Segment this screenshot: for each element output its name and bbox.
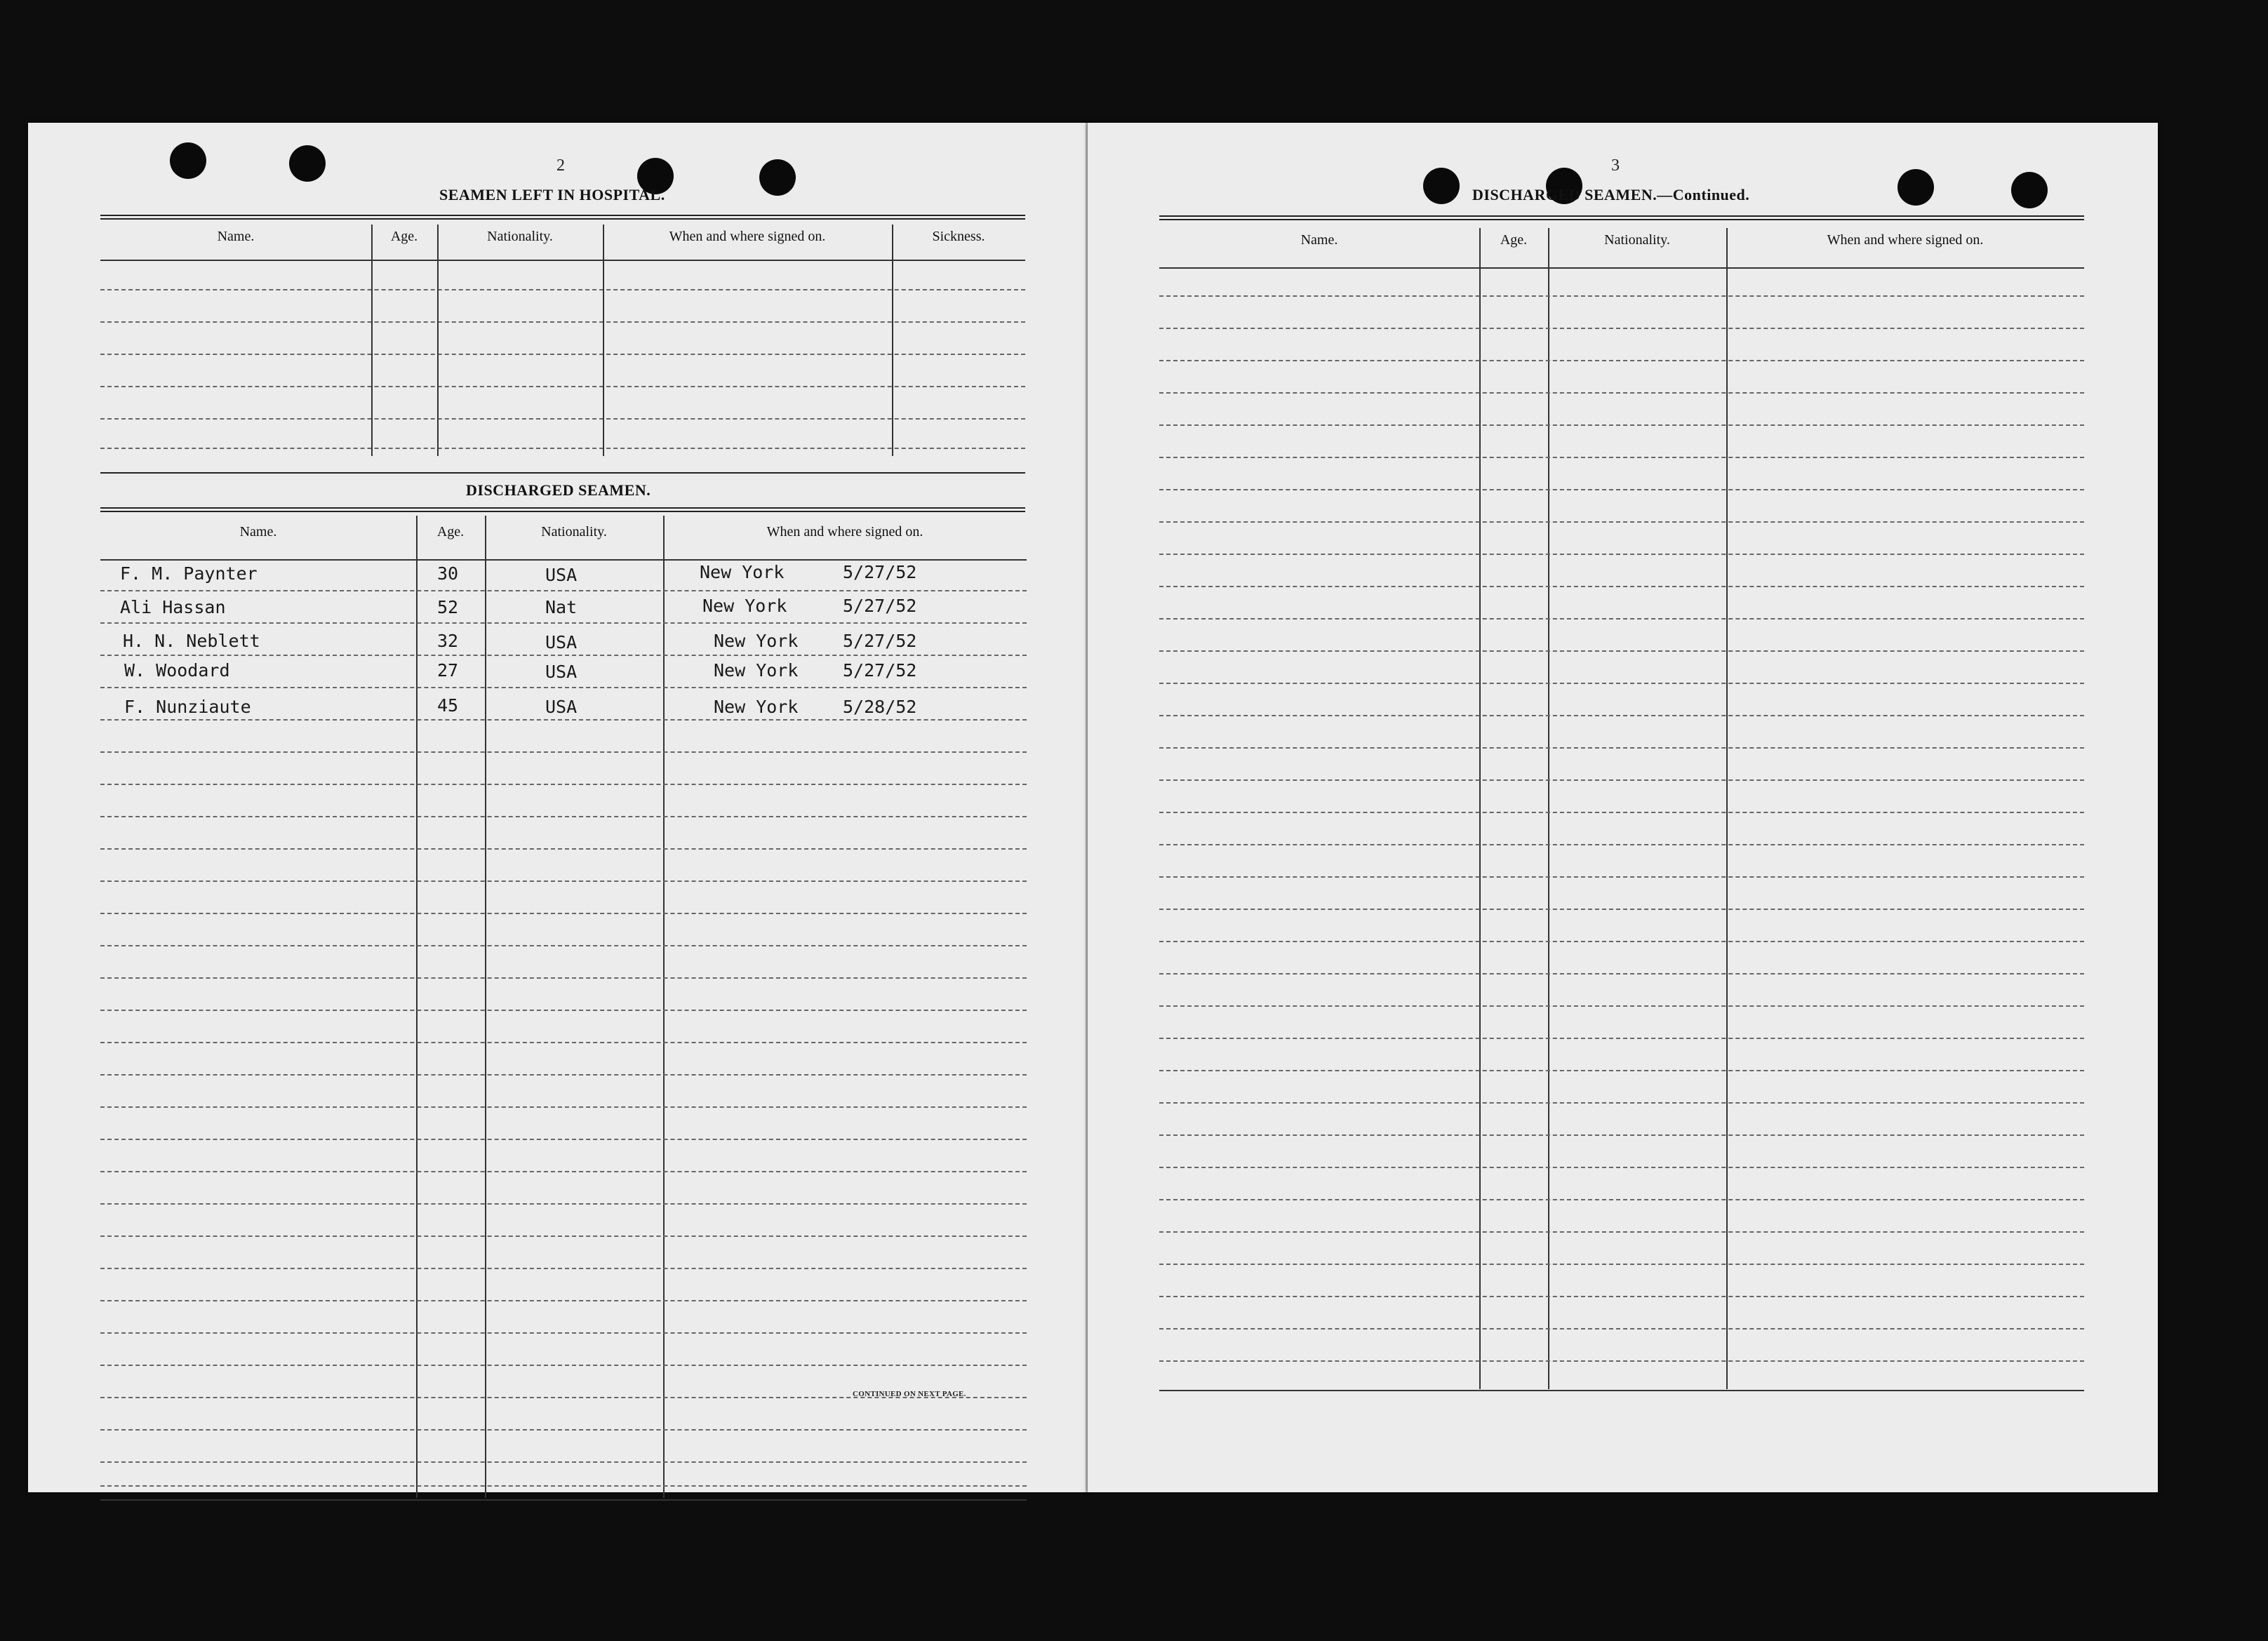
- column-divider: [1548, 228, 1549, 1389]
- row-line: [100, 1171, 1027, 1172]
- column-divider: [1479, 228, 1481, 1389]
- row-line: [1159, 844, 2084, 845]
- row-line: [100, 622, 1027, 624]
- col-header-nationality: Nationality.: [541, 524, 607, 540]
- punch-hole: [2011, 172, 2048, 208]
- row-line: [1159, 457, 2084, 458]
- row-line: [1159, 1102, 2084, 1104]
- signed-on-date: 5/27/52: [843, 596, 917, 616]
- signed-on-place: New York: [702, 596, 787, 616]
- seaman-name: H. N. Neblett: [123, 631, 260, 651]
- header-rule: [100, 260, 1025, 261]
- row-line: [1159, 1296, 2084, 1297]
- seaman-nationality: USA: [545, 565, 578, 585]
- seaman-age: 30: [437, 563, 459, 584]
- col-header-sickness: Sickness.: [932, 229, 985, 244]
- row-line: [1159, 779, 2084, 781]
- row-line: [100, 816, 1027, 817]
- row-line: [1159, 909, 2084, 910]
- row-line: [100, 977, 1027, 979]
- continued-note: CONTINUED ON NEXT PAGE.: [853, 1390, 966, 1398]
- row-line: [100, 655, 1027, 656]
- row-line: [100, 354, 1025, 355]
- column-divider: [892, 225, 893, 456]
- row-line: [100, 848, 1027, 850]
- signed-on-place: New York: [714, 631, 799, 651]
- right-page: [1088, 123, 2158, 1492]
- table-bottom-rule: [1159, 1390, 2084, 1391]
- row-line: [1159, 812, 2084, 813]
- row-line: [1159, 489, 2084, 490]
- section-title-discharged: DISCHARGED SEAMEN.: [466, 481, 651, 499]
- row-line: [1159, 554, 2084, 555]
- row-line: [100, 590, 1027, 591]
- signed-on-date: 5/27/52: [843, 660, 917, 681]
- row-line: [100, 1139, 1027, 1140]
- signed-on-date: 5/28/52: [843, 697, 917, 717]
- row-line: [100, 1300, 1027, 1301]
- row-line: [100, 321, 1025, 323]
- punch-hole: [1423, 168, 1460, 204]
- seaman-age: 27: [437, 660, 459, 681]
- discharged-continued-table: [1159, 228, 2084, 1393]
- discharged-table: [100, 516, 1027, 1505]
- row-line: [1159, 1038, 2084, 1039]
- row-line: [100, 1332, 1027, 1334]
- row-line: [100, 913, 1027, 914]
- row-line: [100, 784, 1027, 785]
- row-line: [100, 1461, 1027, 1463]
- signed-on-date: 5/27/52: [843, 562, 917, 582]
- row-line: [1159, 1328, 2084, 1329]
- seaman-name: F. M. Paynter: [120, 563, 258, 584]
- signed-on-place: New York: [700, 562, 785, 582]
- col-header-name: Name.: [217, 229, 255, 244]
- row-line: [1159, 1360, 2084, 1362]
- row-line: [1159, 1264, 2084, 1265]
- row-line: [100, 1268, 1027, 1269]
- row-line: [1159, 715, 2084, 716]
- section-rule: [100, 215, 1025, 220]
- col-header-signed-on: When and where signed on.: [1827, 232, 1984, 248]
- row-line: [1159, 683, 2084, 684]
- row-line: [100, 1365, 1027, 1366]
- punch-hole: [170, 142, 206, 179]
- col-header-nationality: Nationality.: [487, 229, 553, 244]
- row-line: [1159, 1231, 2084, 1233]
- col-header-nationality: Nationality.: [1604, 232, 1670, 248]
- row-line: [1159, 328, 2084, 329]
- row-line: [100, 719, 1027, 721]
- seaman-nationality: Nat: [545, 597, 578, 617]
- row-line: [100, 1042, 1027, 1043]
- column-divider: [416, 516, 418, 1498]
- punch-hole: [1897, 169, 1934, 206]
- column-divider: [437, 225, 439, 456]
- row-line: [100, 1203, 1027, 1205]
- row-line: [1159, 1199, 2084, 1200]
- row-line: [100, 289, 1025, 290]
- row-line: [1159, 650, 2084, 652]
- seaman-nationality: USA: [545, 662, 578, 682]
- row-line: [1159, 295, 2084, 297]
- signed-on-date: 5/27/52: [843, 631, 917, 651]
- row-line: [100, 386, 1025, 387]
- seaman-nationality: USA: [545, 697, 578, 717]
- header-rule: [1159, 267, 2084, 269]
- page-number: 2: [556, 156, 565, 175]
- header-rule: [100, 559, 1027, 561]
- row-line: [1159, 973, 2084, 974]
- column-divider: [603, 225, 604, 456]
- row-line: [1159, 360, 2084, 361]
- col-header-signed-on: When and where signed on.: [766, 524, 923, 540]
- row-line: [100, 687, 1027, 688]
- row-line: [100, 1235, 1027, 1237]
- section-title-discharged-continued: DISCHARGED SEAMEN.—Continued.: [1472, 186, 1750, 203]
- row-line: [1159, 1005, 2084, 1007]
- seaman-age: 45: [437, 695, 459, 716]
- row-line: [100, 945, 1027, 946]
- row-line: [100, 448, 1025, 449]
- signed-on-place: New York: [714, 660, 799, 681]
- column-divider: [371, 225, 373, 456]
- row-line: [1159, 424, 2084, 426]
- row-line: [1159, 941, 2084, 942]
- section-rule: [100, 507, 1025, 512]
- seaman-age: 52: [437, 597, 459, 617]
- page-number: 3: [1611, 156, 1620, 175]
- row-line: [1159, 392, 2084, 394]
- signed-on-place: New York: [714, 697, 799, 717]
- row-line: [1159, 1070, 2084, 1071]
- column-divider: [1726, 228, 1728, 1389]
- seaman-name: F. Nunziaute: [124, 697, 251, 717]
- col-header-signed-on: When and where signed on.: [669, 229, 826, 244]
- seaman-name: W. Woodard: [124, 660, 230, 681]
- hospital-table: [100, 225, 1025, 470]
- row-line: [100, 751, 1027, 753]
- col-header-name: Name.: [239, 524, 277, 540]
- row-line: [100, 1485, 1027, 1487]
- left-page: [28, 123, 1088, 1492]
- column-divider: [485, 516, 486, 1498]
- row-line: [1159, 521, 2084, 523]
- column-divider: [663, 516, 665, 1498]
- row-line: [1159, 586, 2084, 587]
- row-line: [100, 1429, 1027, 1431]
- row-line: [1159, 1134, 2084, 1136]
- col-header-age: Age.: [390, 229, 418, 244]
- seaman-nationality: USA: [545, 632, 578, 652]
- row-line: [100, 1106, 1027, 1108]
- col-header-age: Age.: [436, 524, 465, 540]
- seaman-age: 32: [437, 631, 459, 651]
- row-line: [100, 1010, 1027, 1011]
- punch-hole: [289, 145, 326, 182]
- col-header-age: Age.: [1500, 232, 1528, 248]
- col-header-name: Name.: [1300, 232, 1338, 248]
- section-rule: [100, 472, 1025, 474]
- row-line: [1159, 618, 2084, 619]
- row-line: [1159, 876, 2084, 878]
- seaman-name: Ali Hassan: [120, 597, 226, 617]
- section-rule: [1159, 215, 2084, 220]
- table-bottom-rule: [100, 1499, 1027, 1501]
- row-line: [1159, 1167, 2084, 1168]
- punch-hole: [759, 159, 796, 196]
- row-line: [1159, 747, 2084, 749]
- row-line: [100, 418, 1025, 420]
- section-title-hospital: SEAMEN LEFT IN HOSPITAL.: [439, 186, 665, 203]
- row-line: [100, 1074, 1027, 1076]
- row-line: [100, 880, 1027, 882]
